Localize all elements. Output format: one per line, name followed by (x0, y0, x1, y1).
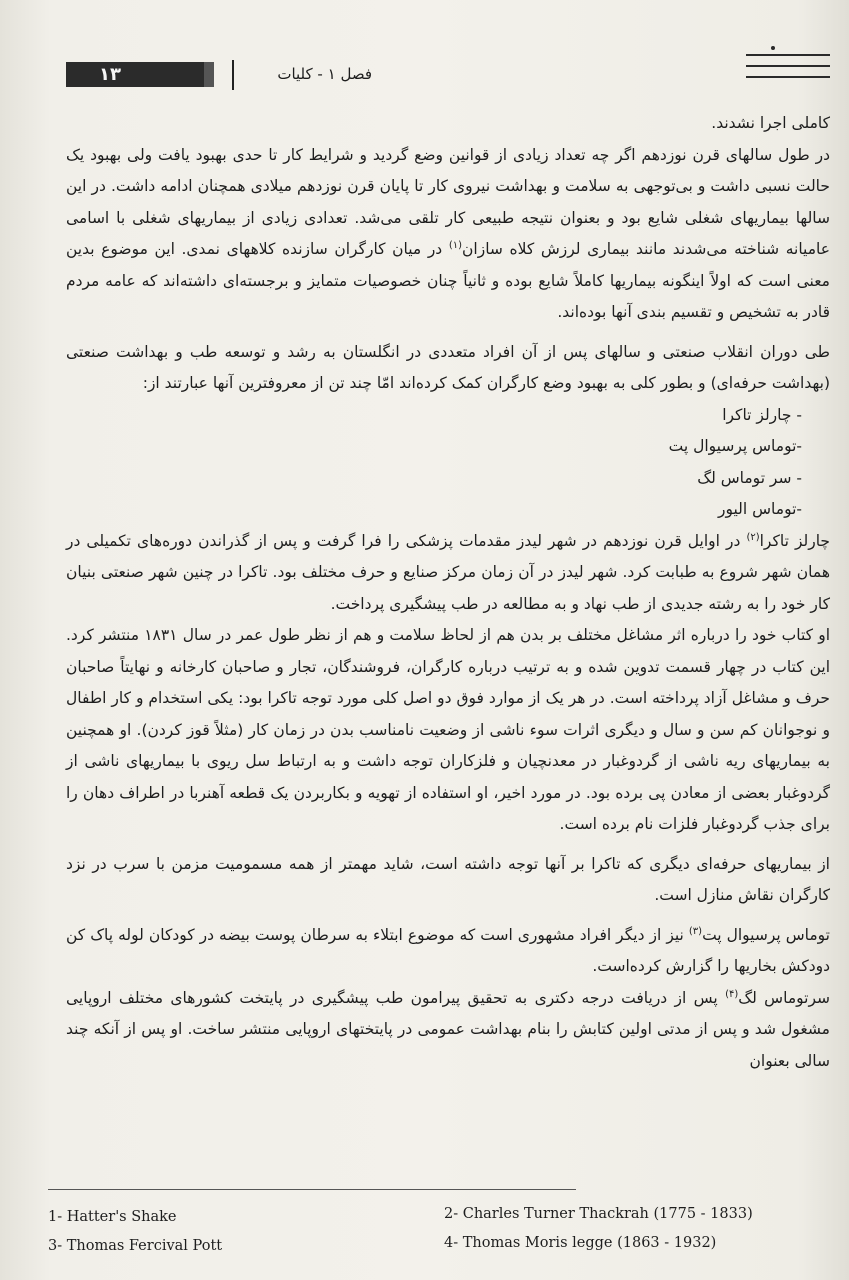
page-number-bar (66, 62, 204, 87)
header-rule-lines (746, 54, 830, 87)
footnote-ref: (۴) (725, 988, 739, 1000)
footnote-ref: (۳) (688, 925, 703, 937)
list-item: - سر توماس لگ (697, 468, 802, 487)
paragraph: کاملی اجرا نشدند. (711, 114, 830, 132)
footnote-rule (48, 1189, 576, 1190)
paragraph: طی دوران انقلاب صنعتی و سالهای پس از آن افراد متعددی در انگلستان به رشد و توسعه طب و بهداشت صنعتی (بهداشت حرفه‌ای) و بطور کلی به بهبود وضع کارگران کمک کرده‌اند امّا چند تن از معروفترین آنها عبارتند از: (66, 342, 830, 392)
footnote: 3- Thomas Fercival Pott (48, 1238, 223, 1254)
paragraph: در طول سالهای قرن نوزدهم اگر چه تعداد زیادی از قوانین وضع گردید و شرایط کار تا حدی بهبود یافت ولی بهبود یک حالت نسبی داشت و بی‌توجهی به سلامت و بهداشت نیروی کار تا پایان قرن نوزدهم میلادی همچنان ادامه داشت. در این سالها بیماریهای شغلی شایع بود و بعنوان نتیجه طبیعی کار تلقی می‌شد. تعدادی زیادی از بیماریهای شغلی با اسامی عامیانه شناخته می‌شدند مانند بیماری لرزش کلاه سازان$^{(۱)}$ در میان کارگران سازنده کلاههای نمدی. این موضوع بدین معنی است که اولاً اینگونه بیماریها کاملاً شایع بوده و ثانیاً چنان خصوصیات متمایز و برجسته‌ای داشته‌اند که عامه مردم قادر به تشخیص و تقسیم بندی آنها بوده‌اند. (66, 145, 831, 321)
header-separator (232, 60, 234, 90)
paragraph: سرتوماس لگ$^{(۴)}$ پس از دریافت درجه دکتری به تحقیق پیرامون طب پیشگیری در پایتخت کشورهای مختلف اروپایی مشغول شد و پس از مدتی اولین کتابش را بنام بهداشت عمومی در پایتختهای اروپایی منتشر ساخت. او پس از آنکه چند سالی بعنوان (66, 988, 830, 1070)
paragraph: توماس پرسیوال پت$^{(۳)}$ نیز از دیگر افراد مشهوری است که موضوع ابتلاء به سرطان پوست بیضه در کودکان لوله پاک کن دودکش بخاریها را گزارش کرده‌است. (66, 925, 830, 975)
footnote-ref: (۱) (448, 239, 463, 251)
paragraph: او کتاب خود را درباره اثر مشاغل مختلف بر بدن هم از لحاظ سلامت و هم از نظر طول عمر در سال ۱۸۳۱ منتشر کرد. این کتاب در چهار قسمت تدوین شده و به ترتیب درباره کارگران، فروشندگان، تجار و صاحبان کارخانه و نهایتاً صاحبان حرف و مشاغل آزاد پرداخته است. در هر یک از موارد فوق دو اصل کلی مورد توجه تاکرا بود: یکی استخدام و کار اطفال و نوجوانان کم سن و سال و دیگری اثرات سوء ناشی از وضعیت نامناسب بدن در زمان کار (مثلاً قوز کردن). او همچنین به بیماریهای ریه ناشی از گردوغبار در معدنچیان و فلزکاران توجه داشت و به ارتباط سل ریوی با بیماریهای ناشی از گردوغبار بعضی از معادن پی برده بود. در مورد اخیر، او استفاده از تهویه و بکاربردن یک قطعه آهنربا در اطراف دهان را برای جذب گردوغبار فلزات نام برده است. (66, 626, 830, 833)
footnote: 1- Hatter's Shake (48, 1209, 177, 1225)
chapter-title: فصل ۱ - کلیات (277, 65, 372, 83)
footnote: 2- Charles Turner Thackrah (1775 - 1833) (444, 1206, 753, 1222)
body-text (66, 108, 830, 1077)
list-item: - چارلز تاکرا (722, 405, 802, 424)
paragraph: از بیماریهای حرفه‌ای دیگری که تاکرا بر آنها توجه داشته است، شاید مهمتر از همه مسمومیت مزمن با سرب در نزد کارگران نقاش منازل است. (66, 854, 830, 904)
paragraph: چارلز تاکرا$^{(۲)}$ در اوایل قرن نوزدهم در شهر لیدز مقدمات پزشکی را فرا گرفت و پس از گذراندن دوره‌های تکمیلی در همان شهر شروع به طبابت کرد. شهر لیدز در آن زمان مرکز صنایع و حرف مختلف بود. تاکرا در چنین شهر صنعتی بنیان کار خود را به رشته جدیدی از طب نهاد و به مطالعه در طب پیشگیری پرداخت. (66, 531, 831, 613)
header-dot (771, 46, 775, 50)
footnote-ref: (۲) (746, 531, 760, 543)
header-bar-gap (204, 62, 214, 87)
page-number: ۱۳ (99, 64, 121, 85)
list-item: -توماس پرسیوال پت (668, 437, 802, 455)
footnote: 4- Thomas Moris legge (1863 - 1932) (444, 1235, 717, 1251)
list-item: -توماس الیور (718, 500, 802, 518)
